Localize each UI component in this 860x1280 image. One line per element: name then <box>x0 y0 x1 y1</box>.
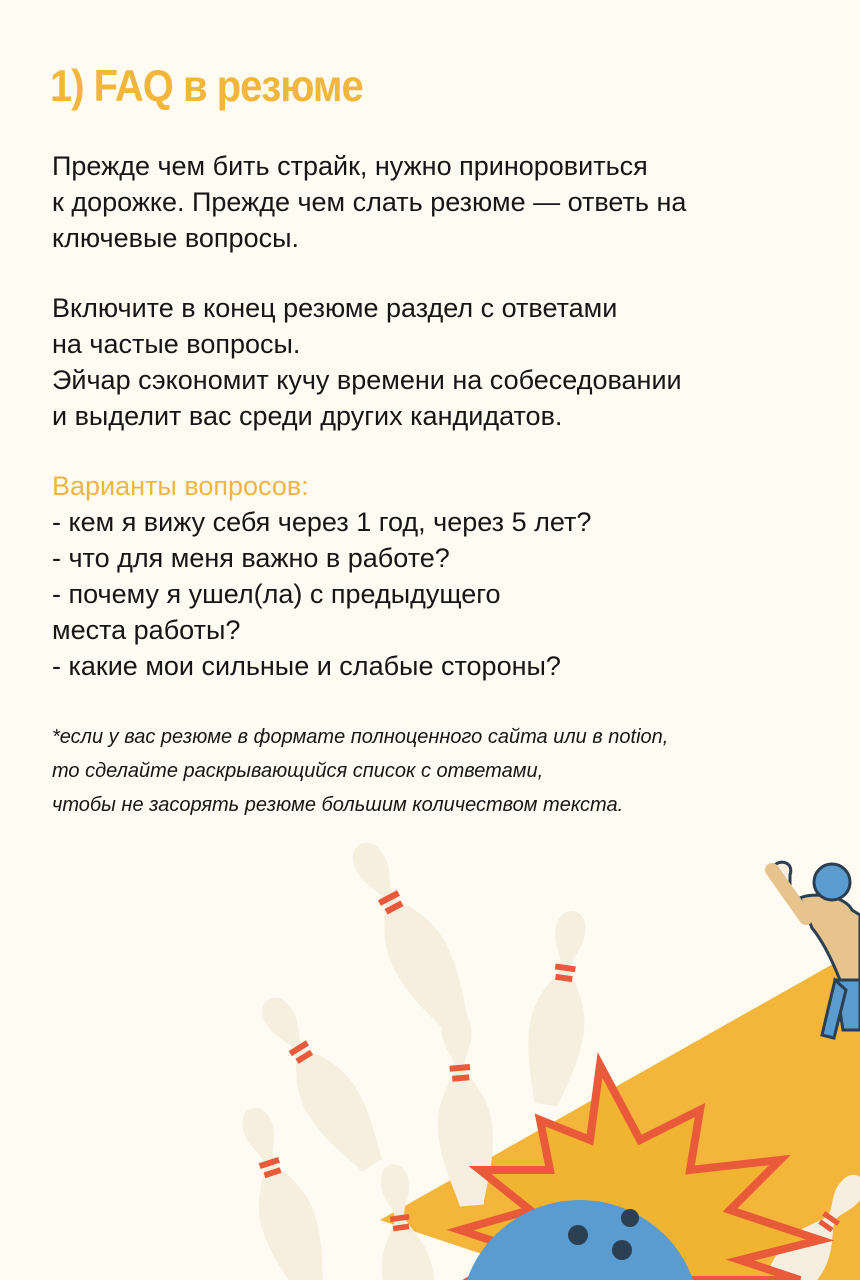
advice-line: Включите в конец резюме раздел с ответами <box>52 293 618 323</box>
advice-line: на частые вопросы. <box>52 329 301 359</box>
questions-heading: Варианты вопросов: <box>52 471 309 501</box>
advice-line: Эйчар сэкономит кучу времени на собеседовании <box>52 365 682 395</box>
question-item: - что для меня важно в работе? <box>52 543 450 573</box>
footnote-line: то сделайте раскрывающийся список с ответами, <box>52 760 544 782</box>
finger-hole <box>612 1240 632 1260</box>
finger-hole <box>621 1209 639 1227</box>
footnote <box>52 720 842 822</box>
advice-line: и выделит вас среди других кандидатов. <box>52 401 563 431</box>
advice-paragraph <box>52 290 832 434</box>
question-item: - кем я вижу себя через 1 год, через 5 лет? <box>52 507 592 537</box>
intro-paragraph <box>52 148 832 256</box>
questions-list <box>52 504 612 684</box>
bowling-strike-illustration <box>0 840 860 1280</box>
footnote-line: чтобы не засорять резюме большим количеством текста. <box>52 794 624 816</box>
bowling-pin <box>335 840 483 1041</box>
question-item: - почему я ушел(ла) с предыдущего <box>52 579 501 609</box>
finger-hole <box>568 1225 588 1245</box>
intro-line: к дорожке. Прежде чем слать резюме — ответь на <box>52 187 687 217</box>
footnote-line: *если у вас резюме в формате полноценного сайта или в notion, <box>52 726 669 748</box>
bowling-pin <box>519 907 600 1108</box>
question-item: места работы? <box>52 615 241 645</box>
page-title: 1) FAQ в резюме <box>50 62 363 112</box>
question-item: - какие мои сильные и слабые стороны? <box>52 651 561 681</box>
intro-line: Прежде чем бить страйк, нужно приноровиться <box>52 151 648 181</box>
intro-line: ключевые вопросы. <box>52 223 299 253</box>
